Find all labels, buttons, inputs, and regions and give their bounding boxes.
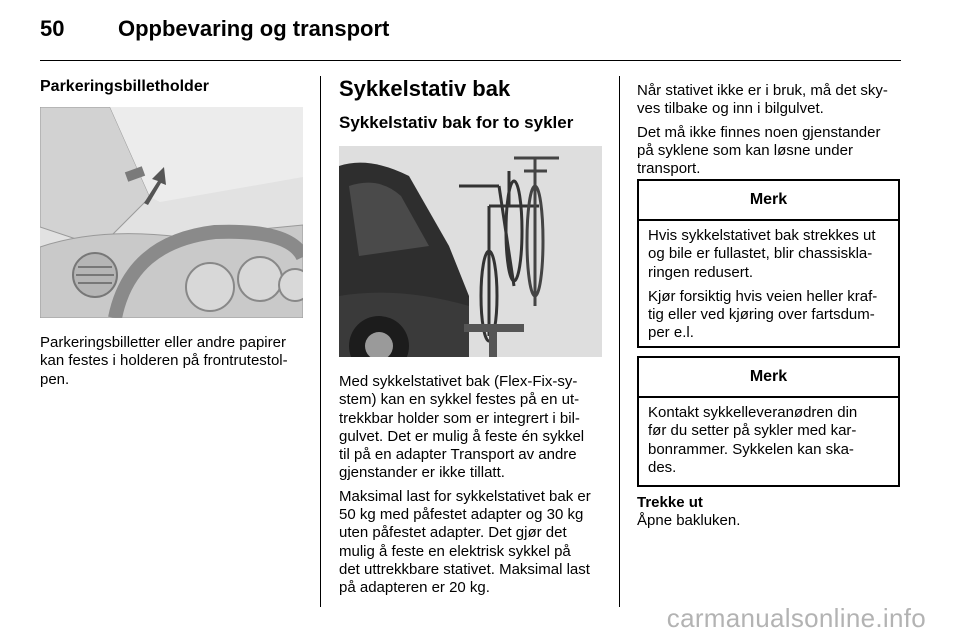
paragraph: [339, 488, 607, 598]
body-line: pen.: [40, 370, 70, 388]
note-line: per e.l.: [648, 324, 694, 342]
note-line: og bile er fullastet, blir chassiskla-: [648, 245, 873, 263]
note-line: tig eller ved kjøring over fartsdum-: [648, 306, 875, 324]
page-title: Oppbevaring og transport: [118, 16, 390, 41]
body-line: ves tilbake og inn i bilgulvet.: [637, 100, 824, 118]
note-title: Merk: [639, 358, 898, 398]
note-line: Kontakt sykkelleveranødren din: [648, 404, 858, 421]
section-heading: Sykkelstativ bak: [339, 76, 511, 101]
note-line: bonrammer. Sykkelen kan ska-: [648, 440, 854, 458]
right-steps: [637, 494, 905, 530]
note-line: Kjør forsiktig hvis veien heller kraf-: [648, 287, 878, 305]
body-line: Parkeringsbilletter eller andre papirer: [40, 334, 286, 351]
body-line: på syklene som kan løsne under: [637, 141, 853, 159]
body-line: gulvet. Det er mulig å feste én sykkel: [339, 427, 585, 445]
note-box: [637, 179, 900, 348]
note-title: Merk: [639, 181, 898, 221]
body-line: kan festes i holderen på frontrutestol-: [40, 352, 288, 370]
watermark: carmanualsonline.info: [666, 603, 926, 633]
body-line: Når stativet ikke er i bruk, må det sky-: [637, 82, 888, 99]
body-line: trekkbar holder som er integrert i bil-: [339, 409, 580, 427]
note-paragraph: [648, 227, 890, 282]
body-line: Det må ikke finnes noen gjenstander: [637, 123, 881, 141]
body-line: gjenstander er ikke tillatt.: [339, 464, 505, 482]
left-column: [40, 76, 310, 97]
step-heading: Trekke ut: [637, 494, 703, 511]
bike-carrier-illustration: [339, 146, 602, 357]
body-line: 50 kg med påfestet adapter og 30 kg: [339, 506, 584, 524]
header-rule: [40, 60, 901, 61]
note-body: [639, 221, 898, 349]
step-text: Åpne bakluken.: [637, 512, 741, 529]
ticket-holder-illustration: [40, 107, 303, 318]
note-line: før du setter på sykler med kar-: [648, 422, 857, 440]
right-intro: [637, 82, 905, 178]
middle-body: [339, 373, 607, 598]
note-line: des.: [648, 458, 677, 476]
middle-column-header: [339, 76, 605, 133]
left-body: [40, 334, 312, 389]
body-line: mulig å feste en elektrisk sykkel på: [339, 542, 571, 560]
body-line: på adapteren er 20 kg.: [339, 579, 490, 597]
page-number: 50: [40, 16, 65, 41]
body-line: stem) kan en sykkel festes på en ut-: [339, 391, 580, 409]
note-paragraph: [648, 288, 890, 343]
body-line: Med sykkelstativet bak (Flex-Fix-sy-: [339, 373, 578, 390]
paragraph: [637, 124, 905, 179]
note-box: [637, 356, 900, 487]
column-divider: [619, 76, 620, 607]
body-line: uten påfestet adapter. Det gjør det: [339, 524, 567, 542]
section-subheading: Sykkelstativ bak for to sykler: [339, 113, 574, 132]
column-divider: [320, 76, 321, 607]
paragraph: [637, 82, 905, 119]
paragraph: [339, 373, 607, 483]
note-body: [639, 398, 898, 483]
body-line: til på en adapter Transport av andre: [339, 446, 577, 464]
note-line: Hvis sykkelstativet bak strekkes ut: [648, 227, 876, 244]
body-line: Maksimal last for sykkelstativet bak er: [339, 487, 591, 505]
body-line: det uttrekkbare stativet. Maksimal last: [339, 560, 590, 578]
note-paragraph: [648, 404, 890, 477]
body-line: transport.: [637, 160, 701, 178]
section-heading: Parkeringsbilletholder: [40, 78, 209, 95]
note-line: ringen redusert.: [648, 263, 754, 281]
